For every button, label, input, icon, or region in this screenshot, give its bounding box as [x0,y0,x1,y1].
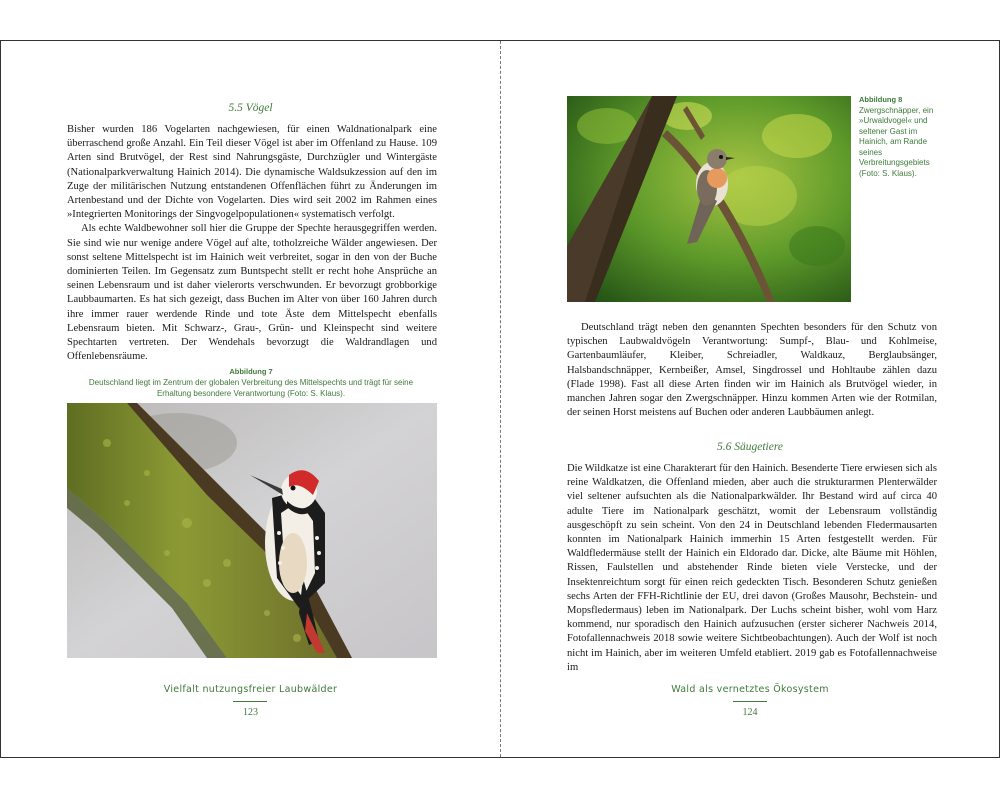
page-number: 123 [243,707,258,718]
paragraph: Die Wildkatze ist eine Charakterart für den Hainich. Besenderte Tiere erwiesen sich als reine Waldkatzen, die Offenland mieden, aber auch die strukturarmen Plenterwälder viel seltener aufsuchten als die Nationalparkwälder. Ihr Bestand wird auf circa 40 adulte Tiere im Nationalpark geschätzt, womit der Lebensraum vollständig ausgeschöpft zu sein scheint. Von den 24 in Deutschland lebenden Fledermausarten konnten im Nationalpark Hainich immerhin 15 Arten festgestellt werden. Für Waldfledermäuse stellt der Hainich ein Eldorado dar. Dicke, alte Bäume mit Höhlen, Rissen, Faulstellen und abstehender Rinde bieten viele Verstecke, und der Insektenreichtum sorgt für einen reich gedeckten Tisch. Besonderen Schutz genießen sechs Arten der FFH-Richtlinie der EU, drei davon (Großes Mausohr, Bechstein- und Mopsfledermaus) leben im Nationalpark. Der Luchs scheint bisher, wohl vom Harz kommend, nur sporadisch den Hainich aufzusuchen (erster sicherer Nachweis 2014, Fotofallennachweis 2018 sowie weitere Sichtbeobachtungen). Auch der Wolf ist noch nicht im Hainich, aber im weiteren Umfeld etabliert. 2019 gab es Fotofallennachweise im [567,463,937,673]
right-footer-title: Wald als vernetztes Ökosystem [671,684,829,695]
right-page [501,41,999,757]
figure-7-caption [81,366,421,399]
right-body-text-bottom [567,462,937,675]
figure-caption-text: Zwergschnäpper, ein »Urwaldvogel« und seltener Gast im Hainich, am Rande seines Verbreitungsgebiets (Foto: S. Klaus). [859,105,934,178]
red-breasted-flycatcher-image [567,96,851,302]
figure-label: Abbildung 8 [859,95,903,104]
left-page [1,41,500,757]
page-number: 124 [742,707,758,718]
figure-8-caption [859,95,937,179]
paragraph: Deutschland trägt neben den genannten Spechten besonders für den Schutz von typischen Laubwaldvögeln Verantwortung: Sumpf-, Blau- und Kohlmeise, Gartenbaumläufer, Kleiber, Schreiadler, Waldkauz, Berglaubsänger, Halsbandschnäpper, Kernbeißer, Amsel, Singdrossel und Hohltaube zählen dazu (Flade 1998). Fast all diese Arten finden wir im Hainich als Brutvögel wieder, in manchen Jahren sogar den Zwergschnäpper. Hinzu kommen Arten wie der Rotmilan, der seinen Horst meistens auf Buchen oder anderen Laubbäumen anlegt. [567,322,937,419]
figure-label: Abbildung 7 [229,367,273,376]
flycatcher-photo [567,96,851,302]
left-body-text [67,123,437,364]
footer-rule [733,701,767,702]
footer-rule [233,701,267,702]
middle-spotted-woodpecker-image [67,403,437,658]
left-footer-title: Vielfalt nutzungsfreier Laubwälder [163,684,338,695]
paragraph: Als echte Waldbewohner soll hier die Gruppe der Spechte herausgegriffen werden. Sie sind wie nur wenige andere Vögel auf alte, totholzreiche Wälder angewiesen. Der sonst seltene Mittelspecht ist im Hainich weit verbreitet, sogar in den von der Buche dominierten Teilen. Im Gegensatz zum Buntspecht stellt er recht hohe Ansprüche an seinen Lebensraum und ist daher vielerorts verschwunden. Er bevorzugt grobborkige Laubbaumarten. Es hat sich gezeigt, dass Buchen im Alter von über 160 Jahren durch ihre immer rauer werdende Rinde und tote Äste dem Mittelspecht ebenfalls Lebensraum bieten. Mit Schwarz-, Grau-, Grün- und Kleinspecht sind weitere Spechtarten vertreten. Der Wendehals bevorzugt die Waldrandlagen und Offenlebensräume. [67,223,437,363]
section-heading-birds: 5.5 Vögel [228,102,273,114]
woodpecker-photo [67,403,437,658]
right-body-text-top [567,321,937,420]
section-heading-mammals: 5.6 Säugetiere [716,441,783,453]
book-spread [0,40,1000,758]
paragraph: Bisher wurden 186 Vogelarten nachgewiesen, für einen Waldnationalpark eine überraschend große Anzahl. Ein Teil dieser Vögel ist aber im Offenland zu Hause. 109 Arten sind Brutvögel, der Rest sind Nahrungsgäste, Durchzügler und Wintergäste (Nationalparkverwaltung Hainich 2014). Die dynamische Waldsukzession auf den im Zuge der militärischen Nutzung entstandenen Offenflächen führt zu Änderungen im Artenbestand und der Dichte von Vogelarten. Dies wird seit 2002 im Rahmen eines »Integrierten Monitorings der Singvogelpopulationen« systematisch verfolgt. [67,124,437,221]
figure-caption-text: Deutschland liegt im Zentrum der globalen Verbreitung des Mittelspechts und trägt für seine Erhaltung besondere Verantwortung (Foto: S. Klaus). [88,378,414,398]
